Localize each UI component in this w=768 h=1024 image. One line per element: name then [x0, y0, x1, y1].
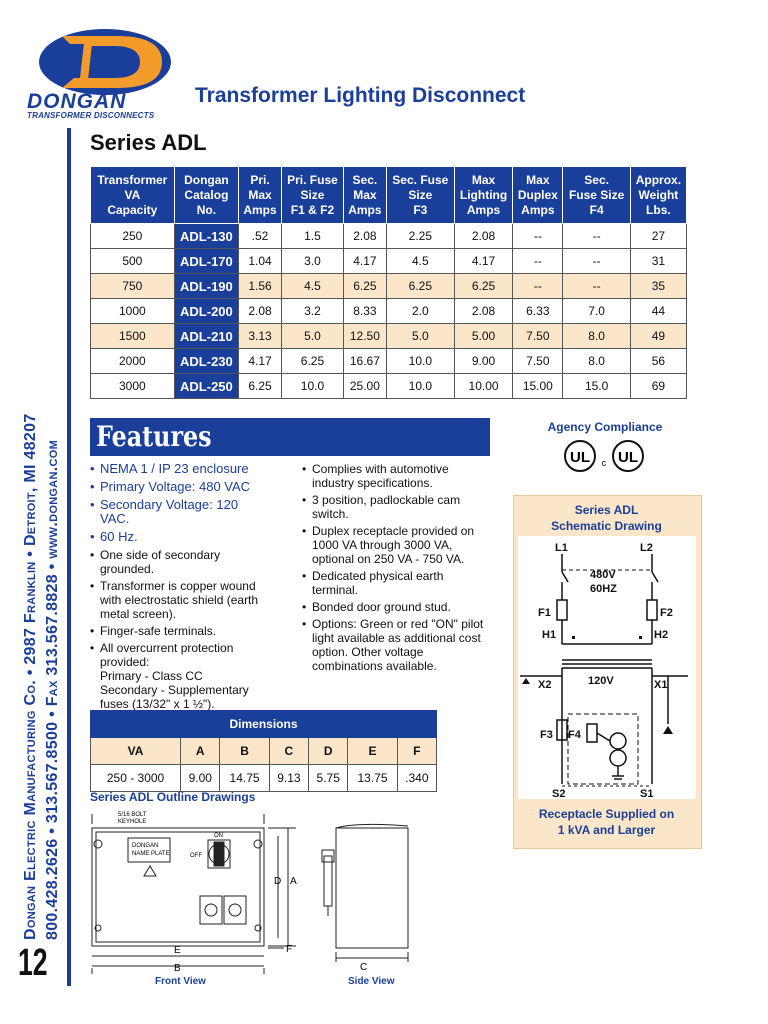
- catalog-number-cell: ADL-200: [174, 299, 238, 324]
- schem-h1: H1: [542, 629, 557, 641]
- catalog-number-cell: ADL-190: [174, 274, 238, 299]
- on-label: ON: [214, 833, 223, 839]
- spec-cell: 6.25: [454, 274, 512, 299]
- spec-header-line: Transformer: [97, 172, 168, 187]
- brand-tagline: TRANSFORMER DISCONNECTS: [27, 111, 155, 120]
- spec-header-cell: [563, 167, 630, 224]
- feature-subitem: Secondary - Supplementary fuses (13/32" x 1 ½").: [100, 683, 249, 711]
- spec-table: [90, 166, 687, 399]
- catalog-number-cell: ADL-130: [174, 224, 238, 249]
- spec-cell: 69: [630, 374, 686, 399]
- spec-header-cell: [344, 167, 387, 224]
- spec-cell: 10.00: [454, 374, 512, 399]
- spec-header-cell: [454, 167, 512, 224]
- spec-cell: 4.17: [344, 249, 387, 274]
- feature-item: • Bonded door ground stud.: [302, 600, 492, 614]
- spec-header-line: VA: [124, 187, 141, 202]
- feature-item: • 3 position, padlockable cam switch.: [302, 493, 492, 521]
- spec-header-cell: [91, 167, 175, 224]
- spec-cell: 31: [630, 249, 686, 274]
- schematic-title: [513, 502, 700, 534]
- outline-caption: Series ADL Outline Drawings: [90, 790, 256, 804]
- dim-cell: 9.13: [269, 765, 308, 792]
- spec-header-line: Pri. Fuse: [287, 172, 338, 187]
- spec-cell: --: [563, 274, 630, 299]
- dim-header: A: [181, 738, 220, 765]
- spec-header-line: Size: [408, 187, 433, 202]
- spec-header-line: No.: [196, 202, 217, 217]
- spec-cell: 8.33: [344, 299, 387, 324]
- spec-cell: 1500: [91, 324, 175, 349]
- spec-cell: 7.0: [563, 299, 630, 324]
- spec-cell: 2.08: [454, 224, 512, 249]
- spec-row: [91, 299, 687, 324]
- agency-title: Agency Compliance: [547, 420, 663, 434]
- keyhole-label: 5/16 BOLT: [118, 812, 147, 818]
- front-view-caption: Front View: [155, 976, 206, 987]
- dim-cell: 13.75: [348, 765, 397, 792]
- spec-cell: 6.25: [281, 349, 343, 374]
- schematic-title-line-1: Series ADL: [574, 503, 639, 517]
- spec-row: [91, 349, 687, 374]
- dimensions-caption: Dimensions: [91, 711, 437, 738]
- spec-cell: 6.25: [239, 374, 282, 399]
- spec-header-line: Lighting: [459, 187, 508, 202]
- dim-c-label: C: [360, 962, 368, 973]
- side-view-drawing: [318, 820, 418, 976]
- feature-item: • Options: Green or red "ON" pilot light available as additional cost option. Other voltage combinations available.: [302, 617, 492, 673]
- spec-header-line: Capacity: [107, 202, 158, 217]
- dim-a-label: A: [290, 876, 297, 887]
- schem-v-primary: 480V: [590, 569, 616, 581]
- spec-cell: 2.08: [344, 224, 387, 249]
- spec-cell: 25.00: [344, 374, 387, 399]
- feature-item: • 60 Hz.: [90, 530, 265, 544]
- spec-header-line: Max: [526, 172, 550, 187]
- spec-cell: 16.67: [344, 349, 387, 374]
- features-column-1: [90, 462, 265, 714]
- feature-item: [90, 641, 265, 711]
- schem-f3: F3: [540, 729, 553, 741]
- spec-cell: 4.17: [454, 249, 512, 274]
- spec-row: [91, 374, 687, 399]
- spec-cell: 4.17: [239, 349, 282, 374]
- ul-icon: UL: [570, 449, 590, 466]
- spec-header-line: Approx.: [635, 172, 682, 187]
- schem-s1: S1: [640, 788, 654, 799]
- dim-header: F: [397, 738, 436, 765]
- ul-marks: [562, 436, 652, 476]
- dim-header: B: [220, 738, 269, 765]
- dim-b-label: B: [174, 963, 181, 974]
- spec-header-line: Dongan: [184, 172, 229, 187]
- schem-x1: X1: [654, 679, 668, 691]
- spec-cell: 35: [630, 274, 686, 299]
- spec-cell: --: [563, 224, 630, 249]
- company-sidebar: [20, 120, 64, 940]
- schem-l2: L2: [640, 542, 653, 554]
- spec-header-line: Lbs.: [646, 202, 671, 217]
- spec-header-line: Catalog: [184, 187, 229, 202]
- feature-item: • Complies with automotive industry specifications.: [302, 462, 492, 490]
- spec-header-line: Amps: [243, 202, 277, 217]
- schem-f2: F2: [660, 607, 673, 619]
- spec-cell: 250: [91, 224, 175, 249]
- spec-cell: 2000: [91, 349, 175, 374]
- dim-cell: 9.00: [181, 765, 220, 792]
- schem-h2: H2: [654, 629, 669, 641]
- spec-cell: 4.5: [386, 249, 454, 274]
- spec-cell: 2.25: [386, 224, 454, 249]
- dim-header: E: [348, 738, 397, 765]
- cul-icon: UL: [618, 449, 638, 466]
- spec-cell: 44: [630, 299, 686, 324]
- nameplate-line-1: DONGAN: [132, 843, 159, 849]
- spec-row: [91, 249, 687, 274]
- spec-cell: 1.56: [239, 274, 282, 299]
- spec-cell: 49: [630, 324, 686, 349]
- spec-cell: 750: [91, 274, 175, 299]
- keyhole-label-2: KEYHOLE: [118, 819, 147, 825]
- spec-cell: --: [513, 224, 563, 249]
- feature-item: • One side of secondary grounded.: [90, 548, 265, 576]
- feature-item: • Primary Voltage: 480 VAC: [90, 480, 265, 494]
- dim-header: VA: [91, 738, 181, 765]
- dim-cell: .340: [397, 765, 436, 792]
- spec-cell: 9.00: [454, 349, 512, 374]
- feature-item: • NEMA 1 / IP 23 enclosure: [90, 462, 265, 476]
- spec-header-line: F1 & F2: [290, 202, 335, 217]
- address-line: Dongan Electric Manufacturing Co. • 2987 Franklin • Detroit, MI 48207: [22, 413, 39, 940]
- spec-row: [91, 224, 687, 249]
- schematic-title-line-2: Schematic Drawing: [551, 519, 662, 533]
- spec-cell: 500: [91, 249, 175, 274]
- dim-cell: 250 - 3000: [91, 765, 181, 792]
- spec-header-cell: [174, 167, 238, 224]
- schem-f4: F4: [568, 729, 581, 741]
- spec-cell: 15.0: [563, 374, 630, 399]
- spec-cell: 1.5: [281, 224, 343, 249]
- spec-cell: --: [513, 249, 563, 274]
- brand-name: DONGAN: [27, 90, 127, 113]
- side-rule: [67, 128, 71, 986]
- contact-line: 800.428.2626 • 313.567.8500 • Fax 313.567.8828 • www.dongan.com: [44, 439, 61, 940]
- spec-header-line: F4: [589, 202, 604, 217]
- dimensions-table: [90, 710, 437, 792]
- features-title: Features: [96, 420, 212, 453]
- spec-cell: 10.0: [386, 349, 454, 374]
- spec-table-header: [91, 167, 687, 224]
- schem-l1: L1: [555, 542, 568, 554]
- spec-cell: 6.25: [344, 274, 387, 299]
- schematic-footer: [513, 806, 700, 838]
- spec-header-cell: [281, 167, 343, 224]
- c-mark: c: [601, 458, 607, 468]
- spec-header-line: Sec.: [584, 172, 609, 187]
- schem-f1: F1: [538, 607, 551, 619]
- spec-cell: 15.00: [513, 374, 563, 399]
- page-number: 12: [18, 942, 48, 984]
- nameplate-line-2: NAME PLATE: [132, 851, 170, 857]
- page-title: Transformer Lighting Disconnect: [195, 84, 526, 107]
- spec-header-cell: [513, 167, 563, 224]
- dim-cell: 5.75: [309, 765, 348, 792]
- spec-cell: 10.0: [281, 374, 343, 399]
- spec-header-line: Size: [300, 187, 325, 202]
- spec-cell: 56: [630, 349, 686, 374]
- spec-header-line: Fuse Size: [568, 187, 625, 202]
- spec-cell: 1000: [91, 299, 175, 324]
- dim-cell: 14.75: [220, 765, 269, 792]
- spec-cell: 3.2: [281, 299, 343, 324]
- dim-header: D: [309, 738, 348, 765]
- feature-item: • Transformer is copper wound with electrostatic shield (earth metal screen).: [90, 579, 265, 621]
- spec-cell: 10.0: [386, 374, 454, 399]
- features-column-2: [302, 462, 492, 676]
- spec-row: [91, 274, 687, 299]
- spec-cell: 7.50: [513, 324, 563, 349]
- spec-header-line: Sec. Fuse: [392, 172, 449, 187]
- spec-cell: 3.13: [239, 324, 282, 349]
- spec-header-line: Duplex: [517, 187, 558, 202]
- spec-cell: .52: [239, 224, 282, 249]
- spec-header-line: Max: [248, 187, 272, 202]
- spec-cell: 4.5: [281, 274, 343, 299]
- spec-header-line: F3: [413, 202, 428, 217]
- spec-header-line: Pri.: [250, 172, 270, 187]
- feature-item: • Duplex receptacle provided on 1000 VA through 3000 VA, optional on 250 VA - 750 VA.: [302, 524, 492, 566]
- feature-item-text: All overcurrent protection provided:: [100, 641, 234, 669]
- schematic-drawing: [518, 536, 696, 799]
- catalog-number-cell: ADL-170: [174, 249, 238, 274]
- spec-cell: 5.0: [281, 324, 343, 349]
- spec-cell: --: [563, 249, 630, 274]
- spec-cell: --: [513, 274, 563, 299]
- spec-cell: 12.50: [344, 324, 387, 349]
- schematic-footer-line-1: Receptacle Supplied on: [538, 807, 675, 821]
- spec-header-line: Sec.: [352, 172, 378, 187]
- side-view-caption: Side View: [348, 976, 395, 987]
- schematic-footer-line-2: 1 kVA and Larger: [557, 823, 656, 837]
- dim-f-label: F: [286, 944, 293, 955]
- dim-header: C: [269, 738, 308, 765]
- spec-cell: 3.0: [281, 249, 343, 274]
- dim-e-label: E: [174, 945, 181, 956]
- spec-cell: 1.04: [239, 249, 282, 274]
- spec-cell: 27: [630, 224, 686, 249]
- spec-cell: 8.0: [563, 324, 630, 349]
- spec-cell: 2.08: [454, 299, 512, 324]
- spec-row: [91, 324, 687, 349]
- dim-d-label: D: [274, 876, 282, 887]
- spec-cell: 2.0: [386, 299, 454, 324]
- feature-item: • Finger-safe terminals.: [90, 624, 265, 638]
- spec-header-line: Max: [353, 187, 377, 202]
- spec-cell: 6.25: [386, 274, 454, 299]
- schem-s2: S2: [552, 788, 566, 799]
- spec-header-line: Amps: [348, 202, 382, 217]
- spec-header-cell: [386, 167, 454, 224]
- schem-hz: 60HZ: [590, 583, 617, 595]
- series-heading: Series ADL: [90, 130, 207, 155]
- schem-x2: X2: [538, 679, 552, 691]
- spec-cell: 5.00: [454, 324, 512, 349]
- feature-subitem: Primary - Class CC: [100, 669, 203, 683]
- spec-cell: 5.0: [386, 324, 454, 349]
- spec-cell: 2.08: [239, 299, 282, 324]
- spec-header-line: Max: [471, 172, 496, 187]
- off-label: OFF: [190, 853, 202, 859]
- front-view-drawing: [88, 806, 310, 982]
- spec-header-cell: [239, 167, 282, 224]
- spec-header-line: Weight: [638, 187, 679, 202]
- spec-header-line: Amps: [521, 202, 555, 217]
- spec-header-line: Amps: [466, 202, 501, 217]
- catalog-number-cell: ADL-250: [174, 374, 238, 399]
- schem-v-secondary: 120V: [588, 675, 614, 687]
- spec-cell: 7.50: [513, 349, 563, 374]
- spec-cell: 3000: [91, 374, 175, 399]
- spec-cell: 6.33: [513, 299, 563, 324]
- spec-header-cell: [630, 167, 686, 224]
- catalog-number-cell: ADL-230: [174, 349, 238, 374]
- feature-item: • Secondary Voltage: 120 VAC.: [90, 498, 265, 526]
- spec-cell: 8.0: [563, 349, 630, 374]
- feature-item: • Dedicated physical earth terminal.: [302, 569, 492, 597]
- catalog-number-cell: ADL-210: [174, 324, 238, 349]
